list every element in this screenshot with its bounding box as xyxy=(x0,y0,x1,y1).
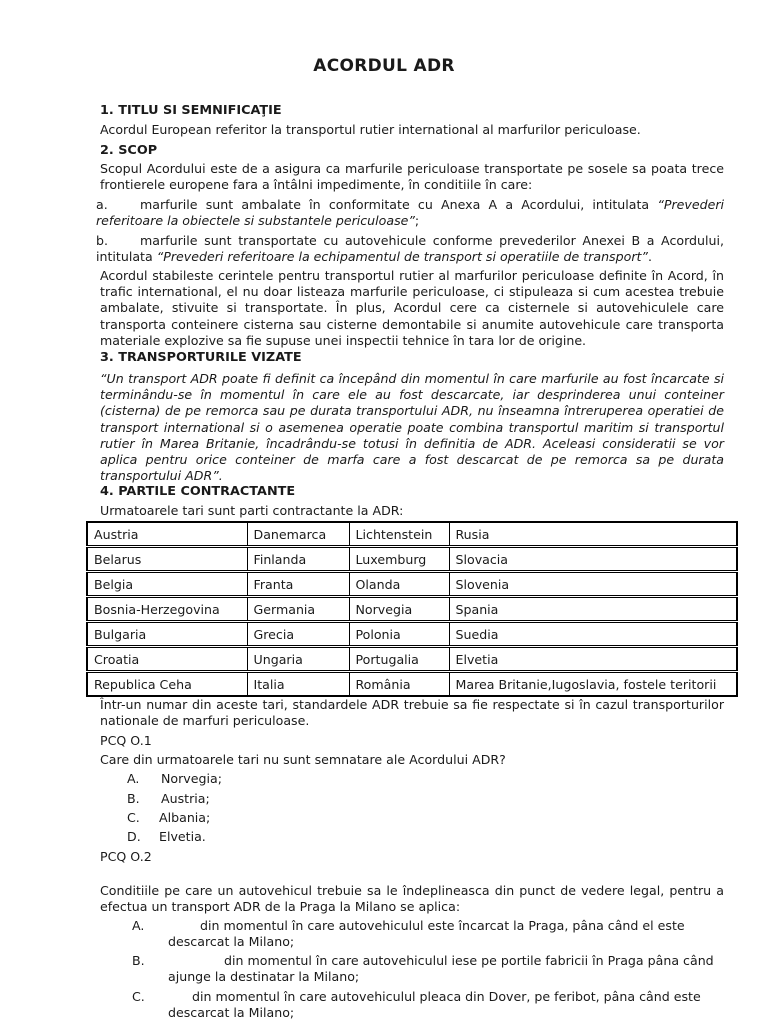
section-1-text: Acordul European referitor la transportul rutier international al marfurilor periculoase. xyxy=(100,122,641,137)
question-2-option-a xyxy=(132,918,724,950)
list-item-text: marfurile sunt ambalate în conformitate cu Anexa A a Acordului, intitulata xyxy=(140,197,658,212)
question-1-text: Care din urmatoarele tari nu sunt semnatare ale Acordului ADR? xyxy=(100,752,506,767)
section-2-body: Acordul stabileste cerintele pentru transportul rutier al marfurilor periculoase definite în Acord, în trafic international, el nu doar listeaza marfurile periculoase, ci stipuleaza si cum acestea trebuie ambalate, stivuite si transportate. În plus, Acordul cere ca cisternele si autovehiculele care transporta conteinere cisterna sau cisterne demontabile si anumite autovehicule care transporta materiale explozive sa fie supuse unei inspectii tehnice în tara lor de origine. xyxy=(100,268,724,348)
option-text: Norvegia; xyxy=(161,771,222,786)
table-cell: Franta xyxy=(247,572,349,597)
table-cell: Spania xyxy=(449,597,737,622)
question-1-label: PCQ O.1 xyxy=(100,733,152,748)
list-item-a xyxy=(96,197,724,229)
table-cell: Slovacia xyxy=(449,547,737,572)
option-continuation: ajunge la destinatar la Milano; xyxy=(168,969,360,985)
option-text: din momentul în care autovehiculul iese pe portile fabricii în Praga pâna când xyxy=(224,953,714,968)
question-1-option-a xyxy=(127,771,222,787)
table-cell: Portugalia xyxy=(349,647,449,672)
table-row xyxy=(87,572,737,597)
table-cell: Bosnia-Herzegovina xyxy=(87,597,247,622)
section-4-intro: Urmatoarele tari sunt parti contractante la ADR: xyxy=(100,503,404,518)
option-marker: B. xyxy=(127,791,140,806)
option-text: Austria; xyxy=(161,791,210,806)
list-item-end: . xyxy=(647,249,652,265)
table-cell: Norvegia xyxy=(349,597,449,622)
list-item-text: marfurile sunt transportate cu autovehicule conforme prevederilor Anexei B a Acordului, intitulata xyxy=(96,233,724,265)
option-text: din momentul în care autovehiculul pleaca din Dover, pe feribot, pâna când este xyxy=(192,989,701,1004)
table-row xyxy=(87,547,737,572)
option-marker: D. xyxy=(127,829,141,844)
table-cell: Croatia xyxy=(87,647,247,672)
option-continuation: descarcat la Milano; xyxy=(168,1005,295,1021)
table-row xyxy=(87,597,737,622)
list-item-quote: “Prevederi referitoare la obiectele si substantele periculoase” xyxy=(96,197,724,229)
table-cell: Austria xyxy=(87,522,247,547)
section-3-quote: “Un transport ADR poate fi definit ca începând din momentul în care marfurile au fost încarcate si terminându-se în momentul în care ele au fost descarcate, iar desprinderea unui conteiner (cisterna) de pe remorca sau pe durata transportului ADR, nu înseamna întreruperea operatiei de transport international si o asemenea operatie poate combina transportul maritim si transportul rutier în Marea Britanie, încadrându-se totusi în definitia de ADR. Aceleasi consideratii se vor aplica pentru orice conteiner de marfa care a fost descarcat de pe remorca sa pe durata transportului ADR”. xyxy=(100,371,724,484)
question-2-option-c xyxy=(132,989,724,1021)
table-cell: Finlanda xyxy=(247,547,349,572)
question-1-option-d xyxy=(127,829,206,845)
option-continuation: descarcat la Milano; xyxy=(168,934,295,950)
option-marker: C. xyxy=(132,989,145,1004)
question-1-option-c xyxy=(127,810,210,826)
document-title: ACORDUL ADR xyxy=(313,56,455,76)
section-1-heading: 1. TITLU SI SEMNIFICAŢIE xyxy=(100,103,282,118)
option-text: din momentul în care autovehiculul este încarcat la Praga, pâna când el este xyxy=(200,918,685,933)
table-row xyxy=(87,522,737,547)
table-cell: Ungaria xyxy=(247,647,349,672)
table-cell: Italia xyxy=(247,672,349,697)
table-cell: Polonia xyxy=(349,622,449,647)
table-cell: Luxemburg xyxy=(349,547,449,572)
table-cell: Marea Britanie,Iugoslavia, fostele teritorii xyxy=(449,672,737,697)
list-marker: a. xyxy=(96,197,108,212)
table-row xyxy=(87,622,737,647)
section-2-heading: 2. SCOP xyxy=(100,143,158,158)
question-2-text: Conditiile pe care un autovehicul trebuie sa le îndeplineasca din punct de vedere legal, pentru a efectua un transport ADR de la Praga la Milano se aplica: xyxy=(100,883,724,915)
table-cell: Lichtenstein xyxy=(349,522,449,547)
table-cell: Elvetia xyxy=(449,647,737,672)
table-cell: Belgia xyxy=(87,572,247,597)
table-cell: Slovenia xyxy=(449,572,737,597)
table-cell: Grecia xyxy=(247,622,349,647)
table-cell: Rusia xyxy=(449,522,737,547)
table-cell: România xyxy=(349,672,449,697)
question-2-option-b xyxy=(132,953,724,985)
question-2-label: PCQ O.2 xyxy=(100,849,152,864)
list-item-end: ; xyxy=(414,213,420,229)
list-marker: b. xyxy=(96,233,108,248)
option-text: Elvetia. xyxy=(159,829,206,844)
table-cell: Bulgaria xyxy=(87,622,247,647)
table-cell: Olanda xyxy=(349,572,449,597)
table-row xyxy=(87,647,737,672)
section-3-heading: 3. TRANSPORTURILE VIZATE xyxy=(100,350,302,365)
table-cell: Danemarca xyxy=(247,522,349,547)
question-1-option-b xyxy=(127,791,210,807)
section-4-after: Într-un numar din aceste tari, standardele ADR trebuie sa fie respectate si în cazul transporturilor nationale de marfuri periculoase. xyxy=(100,697,724,729)
list-item-b xyxy=(96,233,724,265)
table-row xyxy=(87,672,737,697)
option-marker: B. xyxy=(132,953,145,968)
countries-table xyxy=(86,521,738,697)
table-cell: Belarus xyxy=(87,547,247,572)
table-cell: Germania xyxy=(247,597,349,622)
section-4-heading: 4. PARTILE CONTRACTANTE xyxy=(100,484,296,499)
table-cell: Republica Ceha xyxy=(87,672,247,697)
option-text: Albania; xyxy=(159,810,211,825)
option-marker: A. xyxy=(127,771,140,786)
option-marker: C. xyxy=(127,810,140,825)
section-2-intro: Scopul Acordului este de a asigura ca marfurile periculoase transportate pe sosele sa poata trece frontierele europene fara a întâlni impedimente, în conditiile în care: xyxy=(100,161,724,193)
list-item-quote: “Prevederi referitoare la echipamentul de transport si operatiile de transport” xyxy=(156,249,648,265)
option-marker: A. xyxy=(132,918,145,933)
table-cell: Suedia xyxy=(449,622,737,647)
